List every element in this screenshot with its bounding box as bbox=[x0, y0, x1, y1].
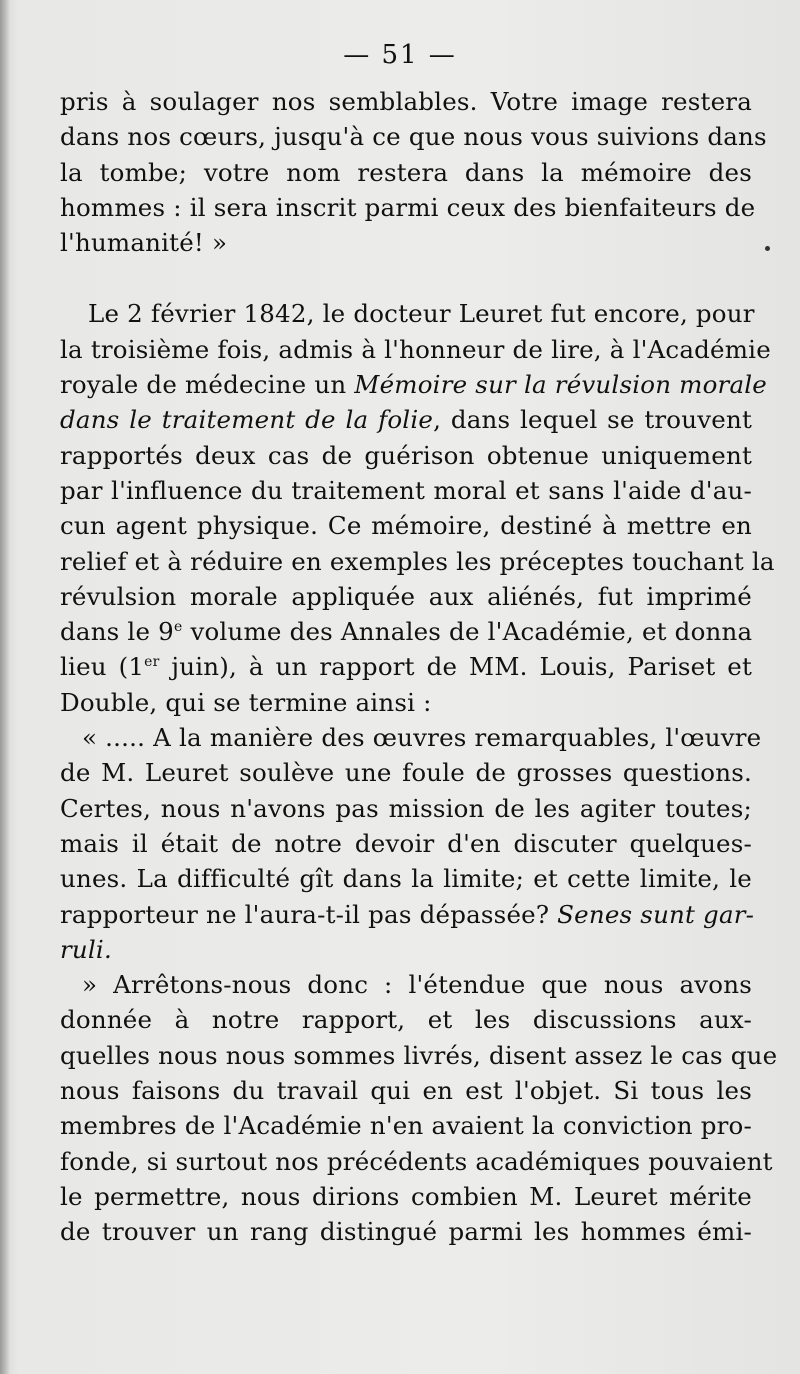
text-line: Double, qui se termine ainsi : bbox=[60, 687, 432, 717]
text-line: Le 2 février 1842, le docteur Leuret fut encore, pour bbox=[88, 299, 755, 329]
text-line: hommes : il sera inscrit parmi ceux des bienfaiteurs de bbox=[60, 192, 756, 222]
text-line: cun agent physique. Ce mémoire, destiné à mettre en bbox=[60, 511, 752, 541]
text-segment: royale de médecine un bbox=[60, 370, 355, 400]
text-line: par l'influence du traitement moral et sans l'aide d'au- bbox=[60, 475, 752, 505]
italic-title: dans le traitement de la folie bbox=[60, 405, 434, 435]
text-line bbox=[60, 932, 752, 967]
text-line: le permettre, nous dirions combien M. Leuret mérite bbox=[60, 1181, 752, 1211]
text-line: fonde, si surtout nos précédents académiques pouvaient bbox=[60, 1146, 773, 1176]
paragraph-gap bbox=[60, 260, 752, 296]
ink-speck bbox=[765, 246, 770, 251]
text-line: la tombe; votre nom restera dans la mémoire des bbox=[60, 157, 752, 187]
italic-title: Mémoire sur la révulsion morale bbox=[354, 370, 768, 400]
italic-quote: Senes sunt gar- bbox=[557, 899, 755, 929]
text-line: membres de l'Académie n'en avaient la conviction pro- bbox=[60, 1111, 752, 1141]
page-edge-shadow bbox=[0, 0, 10, 1374]
text-segment: rapporteur ne l'aura-t-il pas dépassée? bbox=[60, 899, 558, 929]
text-line: Certes, nous n'avons pas mission de les agiter toutes; bbox=[60, 793, 752, 823]
text-line bbox=[60, 649, 752, 684]
text-line: nous faisons du travail qui en est l'objet. Si tous les bbox=[60, 1076, 752, 1106]
text-line: rapportés deux cas de guérison obtenue uniquement bbox=[60, 440, 752, 470]
text-line: pris à soulager nos semblables. Votre image restera bbox=[60, 87, 752, 116]
text-line: donnée à notre rapport, et les discussions aux- bbox=[60, 1005, 752, 1035]
text-line: de M. Leuret soulève une foule de grosses questions. bbox=[60, 758, 752, 788]
text-segment: juin), à un rapport de MM. Louis, Pariset et bbox=[159, 652, 752, 682]
italic-quote: ruli. bbox=[60, 934, 112, 964]
text-line: » Arrêtons-nous donc : l'étendue que nous avons bbox=[82, 970, 752, 1000]
text-line: de trouver un rang distingué parmi les hommes émi- bbox=[60, 1217, 752, 1247]
text-line: « ..... A la manière des œuvres remarquables, l'œuvre bbox=[82, 723, 762, 753]
text-line bbox=[60, 367, 768, 402]
text-line: unes. La difficulté gît dans la limite; et cette limite, le bbox=[60, 864, 752, 894]
text-line bbox=[60, 402, 752, 437]
text-segment: volume des Annales de l'Académie, et donna bbox=[182, 617, 753, 647]
text-segment: , dans lequel se trouvent bbox=[433, 405, 752, 435]
body-text bbox=[60, 84, 778, 1250]
text-line: mais il était de notre devoir d'en discuter quelques- bbox=[60, 828, 752, 858]
superscript: e bbox=[173, 619, 183, 635]
text-line: relief et à réduire en exemples les préceptes touchant la bbox=[60, 546, 775, 576]
text-segment: lieu (1 bbox=[60, 652, 145, 682]
text-line bbox=[60, 614, 752, 649]
text-line: quelles nous nous sommes livrés, disent assez le cas que bbox=[60, 1040, 778, 1070]
text-segment: dans le 9 bbox=[60, 617, 174, 647]
text-line: révulsion morale appliquée aux aliénés, fut imprimé bbox=[60, 581, 752, 611]
text-line: la troisième fois, admis à l'honneur de lire, à l'Académie bbox=[60, 334, 771, 364]
text-line: l'humanité! » bbox=[60, 228, 228, 258]
text-line bbox=[60, 897, 755, 932]
text-line: dans nos cœurs, jusqu'à ce que nous vous suivions dans bbox=[60, 122, 767, 152]
superscript: er bbox=[144, 654, 160, 671]
page-number: — 51 — bbox=[343, 40, 457, 70]
